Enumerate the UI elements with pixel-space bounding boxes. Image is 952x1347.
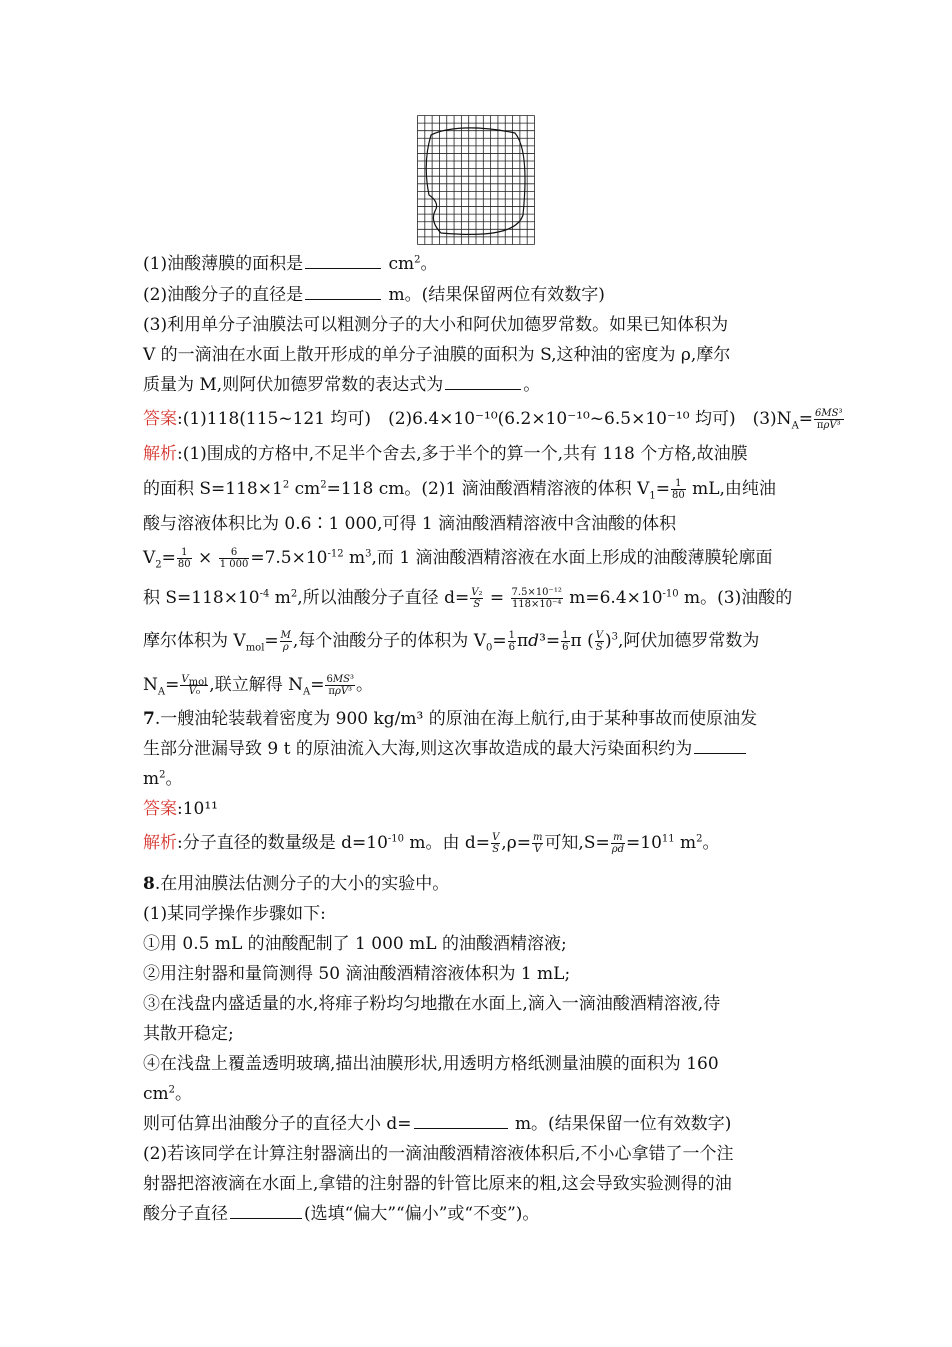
text: 其散开稳定;	[143, 1024, 234, 1044]
text: ,阿伏加德罗常数为	[617, 631, 760, 651]
q6-p2-tail: m。(结果保留两位有效数字)	[388, 285, 605, 305]
text: 。	[355, 675, 373, 695]
question-number: 8	[143, 874, 155, 894]
analysis-label: 解析	[143, 833, 177, 853]
fraction: $\frac{\text{7.5×10⁻¹²}}{\text{118×10⁻⁴}}$	[511, 587, 562, 610]
q8-step3-line2	[143, 1023, 815, 1045]
blank[interactable]	[305, 285, 381, 300]
text: =118 cm	[326, 479, 405, 499]
fraction: $\frac{1}{80}$	[177, 547, 191, 570]
q6-part1: (1)油酸薄膜的面积是 $cm^2$。	[143, 254, 438, 274]
text: ,每个油酸分子的体积为 V	[292, 631, 486, 651]
oil-film-grid-figure	[417, 115, 535, 245]
text: :分子直径的数量级是 d=10	[177, 833, 388, 853]
q6-part3-line3	[143, 374, 815, 396]
text: :(1)围成的方格中,不足半个舍去,多于半个的算一个,共有 118 个方格,故油膜	[177, 444, 748, 464]
text: ,联立解得 N	[209, 675, 303, 695]
text: 生部分泄漏导致 9 t 的原油流入大海,则这次事故造成的最大污染面积约为	[143, 739, 693, 759]
text: .一艘油轮装载着密度为 900 kg/m³ 的原油在海上航行,由于某种事故而使原油发	[154, 709, 758, 729]
text: 摩尔体积为 V	[143, 631, 246, 651]
q8-step4-line1	[143, 1053, 815, 1075]
blank[interactable]	[694, 739, 746, 754]
q6-analysis-line5: 积 $S=118\times 10^{-4}$ $m^2$,所以油酸分子直径 d= $\frac{\text{V₂}}{S}$ = $\frac{\text{7.5×10⁻¹²}}{\text{118×10⁻⁴}}$ $m=6.4\times 10^{-10}$ m。(3)油酸的	[143, 587, 793, 610]
q6-part3-line2	[143, 344, 815, 366]
text: =10	[626, 833, 662, 853]
text: m	[343, 548, 366, 568]
q8-step1	[143, 933, 815, 955]
fraction: $\frac{\text{6MS³}}{\text{πρV³}}$	[326, 674, 354, 697]
text: m=6.4×10	[563, 588, 663, 608]
q8-part2-line1	[143, 1143, 815, 1165]
text: (选填“偏大”“偏小”或“不变”)。	[304, 1204, 540, 1224]
punct: 。	[175, 1084, 193, 1104]
text: cm	[289, 479, 321, 499]
q6-p2-text: (2)油酸分子的直径是	[143, 285, 304, 305]
fraction: $\frac{m}{V}$	[532, 832, 543, 855]
oil-film-outline	[426, 128, 525, 235]
blank[interactable]	[445, 375, 521, 390]
question-number: 7	[143, 709, 155, 729]
text: mL,由纯油	[686, 479, 776, 499]
unit: cm	[388, 254, 415, 274]
text: 可知,S=	[544, 833, 610, 853]
text: 积 S=118×10	[143, 588, 260, 608]
text: (3)利用单分子油膜法可以粗测分子的大小和阿伏加德罗常数。如果已知体积为	[143, 315, 729, 335]
text: m	[269, 588, 291, 608]
fraction: $\frac{1}{6}$	[508, 630, 515, 653]
q6-analysis-line2: 的面积 $S=118\times 1^2$ $cm^2=118$ cm。(2)1 滴油酸酒精溶液的体积 $V_1=$ $\frac{1}{80}$ mL,由纯油	[143, 478, 776, 502]
text: .在用油膜法估测分子的大小的实验中。	[154, 874, 450, 894]
text: 。(2)1 滴油酸酒精溶液的体积 V	[404, 479, 650, 499]
fraction: $\frac{V}{S}$	[595, 630, 603, 653]
q7-line1	[143, 708, 815, 730]
q6-part3-line1	[143, 314, 815, 336]
text: 酸分子直径	[143, 1204, 228, 1224]
fraction: $\frac{\text{V₂}}{S}$	[471, 587, 483, 610]
q7-line2	[143, 738, 815, 760]
text: m。(3)油酸的	[678, 588, 793, 608]
q8-step2	[143, 963, 815, 985]
answer-label: 答案	[143, 799, 177, 819]
grid-svg	[417, 115, 535, 245]
fraction: $\frac{\text{6MS³}}{\text{πρV³}}$	[815, 408, 843, 431]
q6-analysis-line6: 摩尔体积为 $V_{mol}=$ $\frac{M}{\rho}$ ,每个油酸分子的体积为 $V_0=$ $\frac{1}{6}$ πd³= $\frac{1}{6}$ π ( $\frac{V}{S}$ )$^3$,阿伏加德罗常数为	[143, 630, 760, 654]
q6-p1-text: (1)油酸薄膜的面积是	[143, 254, 304, 274]
q8-part2-line2	[143, 1173, 815, 1195]
text: N	[143, 675, 158, 695]
punct: 。	[523, 375, 541, 395]
text: m。(结果保留一位有效数字)	[514, 1114, 732, 1134]
fraction: $\frac{V_{mol}}{\text{V₀}}$	[181, 674, 208, 697]
q7-analysis: 解析:分子直径的数量级是 $d=10^{-10}$ m。由 d= $\frac{V}{S}$ ,ρ= $\frac{m}{V}$ 可知,S= $\frac{m}{\rho d}$ $=10^{11}$ $m^2$。	[143, 832, 720, 855]
q7-line3: $m^2$。	[143, 769, 183, 789]
fraction: $\frac{1}{6}$	[562, 630, 569, 653]
text: ,而 1 滴油酸酒精溶液在水面上形成的油酸薄膜轮廓面	[371, 548, 773, 568]
text: ,ρ=	[501, 833, 531, 853]
text: m。由 d=	[404, 833, 491, 853]
fraction: $\frac{M}{\rho}$	[280, 630, 291, 653]
fraction: $\frac{1}{80}$	[671, 478, 685, 501]
q6-analysis-line4: $V_2=$ $\frac{1}{80}$ × $\frac{6}{1 000}$ $=7.5\times 10^{-12}$ $m^3$,而 1 滴油酸酒精溶液在水面上形成的油酸薄膜轮廓面	[143, 547, 773, 571]
text: (1)某同学操作步骤如下:	[143, 904, 326, 924]
text: 射器把溶液滴在水面上,拿错的注射器的针管比原来的粗,这会导致实验测得的油	[143, 1174, 732, 1194]
answer-text: :10¹¹	[177, 799, 218, 819]
text: V 的一滴油在水面上散开形成的单分子油膜的面积为 S,这种油的密度为 ρ,摩尔	[143, 345, 731, 365]
fraction: $\frac{6}{1 000}$	[219, 547, 249, 570]
fraction: $\frac{V}{S}$	[492, 832, 500, 855]
q8-part2-line3	[143, 1203, 815, 1225]
text: V	[143, 548, 156, 568]
text: 质量为 M,则阿伏加德罗常数的表达式为	[143, 375, 444, 395]
q6-analysis-line1	[143, 443, 815, 465]
q8-step5	[143, 1113, 815, 1135]
text: m	[674, 833, 697, 853]
q8-title	[143, 873, 815, 895]
text: 的面积 S=118×1	[143, 479, 283, 499]
q6-analysis-line7: $N_A=$ $\frac{V_{mol}}{\text{V₀}}$ ,联立解得 $N_A=$ $\frac{\text{6MS³}}{\text{πρV³}}$ 。	[143, 674, 373, 698]
text: =7.5×10	[250, 548, 328, 568]
answer-label: 答案	[143, 409, 177, 429]
q6-analysis-line3	[143, 513, 815, 535]
q7-answer	[143, 798, 815, 820]
text: (2)若该同学在计算注射器滴出的一滴油酸酒精溶液体积后,不小心拿错了一个注	[143, 1144, 734, 1164]
q8-step0	[143, 903, 815, 925]
q6-part2	[143, 284, 815, 306]
punct: 。	[702, 833, 720, 853]
text: cm	[143, 1084, 169, 1104]
text: ④在浅盘上覆盖透明玻璃,描出油膜形状,用透明方格纸测量油膜的面积为 160	[143, 1054, 719, 1074]
text: ①用 0.5 mL 的油酸配制了 1 000 mL 的油酸酒精溶液;	[143, 934, 567, 954]
text: ,所以油酸分子直径 d=	[297, 588, 470, 608]
analysis-label: 解析	[143, 444, 177, 464]
fraction: $\frac{m}{\rho d}$	[611, 832, 625, 855]
q8-step3-line1	[143, 993, 815, 1015]
q8-step4-line2: $cm^2$。	[143, 1084, 193, 1104]
answer-text: :(1)118(115~121 均可) (2)6.4×10⁻¹⁰(6.2×10⁻¹⁰~6.5×10⁻¹⁰ 均可) (3)N	[177, 409, 792, 429]
q6-answer: 答案:(1)118(115~121 均可) (2)6.4×10⁻¹⁰(6.2×10⁻¹⁰~6.5×10⁻¹⁰ 均可) $(3)N_A=$ $\frac{\text{6MS³}}{\text{πρV³}}$	[143, 408, 843, 432]
text: m	[143, 769, 160, 789]
text: ③在浅盘内盛适量的水,将痱子粉均匀地撒在水面上,滴入一滴油酸酒精溶液,待	[143, 994, 721, 1014]
punct: 。	[420, 254, 438, 274]
blank[interactable]	[230, 1204, 302, 1219]
punct: 。	[165, 769, 183, 789]
blank[interactable]	[414, 1114, 508, 1129]
text: 则可估算出油酸分子的直径大小 d=	[143, 1114, 412, 1134]
text: ②用注射器和量筒测得 50 滴油酸酒精溶液体积为 1 mL;	[143, 964, 571, 984]
text: 酸与溶液体积比为 0.6∶1 000,可得 1 滴油酸酒精溶液中含油酸的体积	[143, 514, 677, 534]
blank[interactable]	[305, 254, 381, 269]
